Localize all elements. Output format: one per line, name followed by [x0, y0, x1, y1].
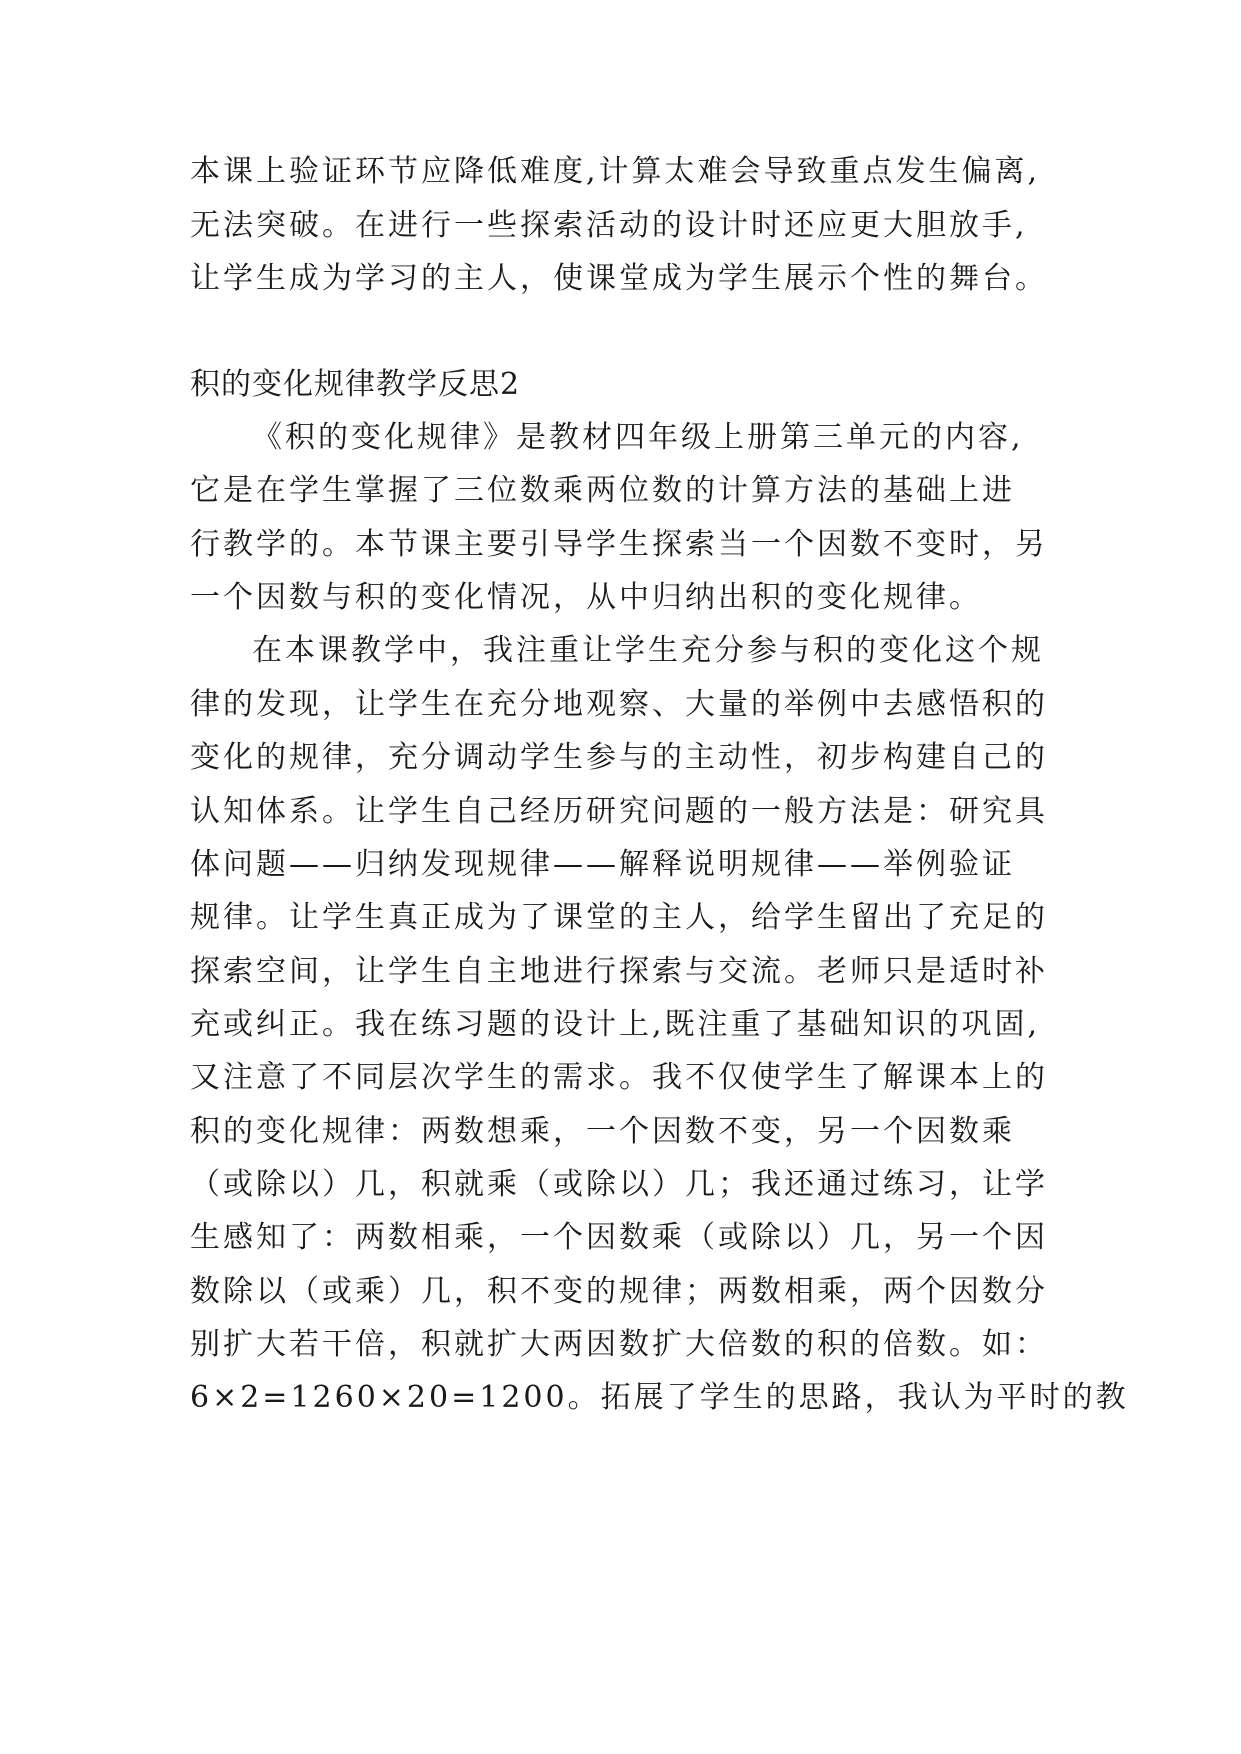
- intro-line-3: 让学生成为学习的主人，使课堂成为学生展示个性的舞台。: [190, 261, 1048, 296]
- intro-line-2: 无法突破。在进行一些探索活动的设计时还应更大胆放手,: [190, 208, 1028, 243]
- section-title: 积的变化规律教学反思2: [190, 367, 521, 402]
- paragraph2-line-10: 积的变化规律：两数想乘，一个因数不变，另一个因数乘: [190, 1114, 1015, 1149]
- paragraph2-line-1: 在本课教学中，我注重让学生充分参与积的变化这个规: [252, 633, 1044, 668]
- paragraph1-line-2: 它是在学生掌握了三位数乘两位数的计算方法的基础上进: [190, 473, 1015, 508]
- paragraph2-line-5: 体问题——归纳发现规律——解释说明规律——举例验证: [190, 847, 1015, 882]
- paragraph2-line-7: 探索空间，让学生自主地进行探索与交流。老师只是适时补: [190, 954, 1048, 989]
- paragraph1-line-4: 一个因数与积的变化情况，从中归纳出积的变化规律。: [190, 580, 982, 615]
- paragraph2-line-13: 数除以（或乘）几，积不变的规律；两数相乘，两个因数分: [190, 1274, 1048, 1309]
- paragraph2-line-14: 别扩大若干倍，积就扩大两因数扩大倍数的积的倍数。如：: [190, 1327, 1048, 1362]
- paragraph2-line-2: 律的发现，让学生在充分地观察、大量的举例中去感悟积的: [190, 687, 1048, 722]
- paragraph2-line-12: 生感知了：两数相乘，一个因数乘（或除以）几，另一个因: [190, 1220, 1048, 1255]
- paragraph2-line-3: 变化的规律，充分调动学生参与的主动性，初步构建自己的: [190, 740, 1048, 775]
- paragraph1-line-3: 行教学的。本节课主要引导学生探索当一个因数不变时，另: [190, 527, 1048, 562]
- paragraph1-line-1: 《积的变化规律》是教材四年级上册第三单元的内容,: [252, 420, 1024, 455]
- paragraph2-line-6: 规律。让学生真正成为了课堂的主人，给学生留出了充足的: [190, 900, 1048, 935]
- paragraph2-line-9: 又注意了不同层次学生的需求。我不仅使学生了解课本上的: [190, 1060, 1048, 1095]
- paragraph2-line-15: 6×2=1260×20=1200。拓展了学生的思路，我认为平时的教: [190, 1380, 1129, 1415]
- intro-line-1: 本课上验证环节应降低难度,计算太难会导致重点发生偏离,: [190, 154, 1041, 189]
- paragraph2-line-8: 充或纠正。我在练习题的设计上,既注重了基础知识的巩固,: [190, 1007, 1041, 1042]
- paragraph2-line-11: （或除以）几，积就乘（或除以）几；我还通过练习，让学: [190, 1167, 1048, 1202]
- paragraph2-line-4: 认知体系。让学生自己经历研究问题的一般方法是：研究具: [190, 794, 1048, 829]
